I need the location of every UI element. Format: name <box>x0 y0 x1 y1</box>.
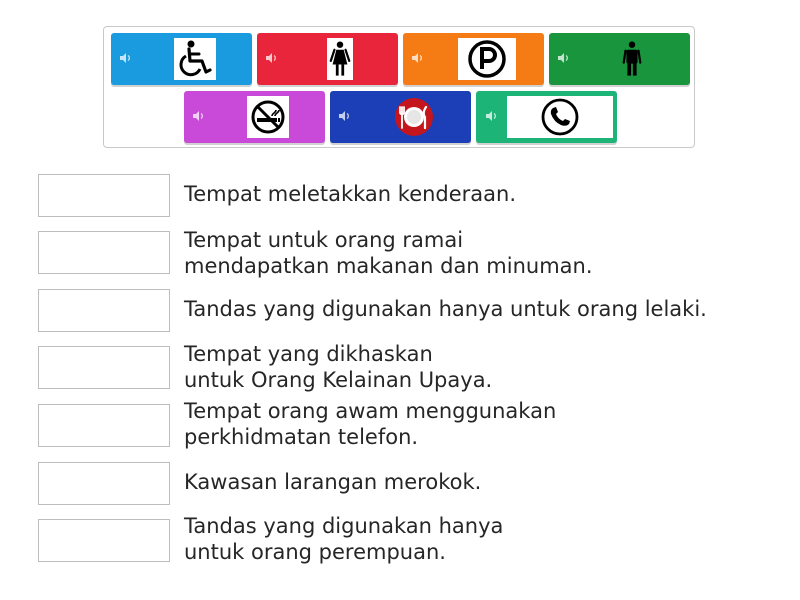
speaker-icon[interactable] <box>191 109 205 123</box>
drop-slot-6[interactable] <box>38 462 170 505</box>
tile-parking[interactable] <box>403 33 544 85</box>
description-5: Tempat orang awam menggunakan perkhidmatan telefon. <box>184 399 557 449</box>
tile-telephone[interactable] <box>476 91 617 143</box>
drop-slot-4[interactable] <box>38 346 170 389</box>
speaker-icon[interactable] <box>484 109 498 123</box>
description-3: Tandas yang digunakan hanya untuk orang lelaki. <box>184 297 707 321</box>
description-4: Tempat yang dikhaskan untuk Orang Kelainan Upaya. <box>184 342 493 392</box>
description-1: Tempat meletakkan kenderaan. <box>184 182 517 206</box>
description-6: Kawasan larangan merokok. <box>184 470 482 494</box>
parking-icon <box>458 38 516 80</box>
drop-slot-3[interactable] <box>38 289 170 332</box>
description-7: Tandas yang digunakan hanya untuk orang perempuan. <box>184 514 504 564</box>
no-smoking-icon <box>247 96 289 138</box>
drop-slot-2[interactable] <box>38 231 170 274</box>
drop-slot-5[interactable] <box>38 404 170 447</box>
drop-slot-7[interactable] <box>38 519 170 562</box>
speaker-icon[interactable] <box>264 51 278 65</box>
tile-no-smoking[interactable] <box>184 91 325 143</box>
man-icon <box>619 38 645 80</box>
tile-man[interactable] <box>549 33 690 85</box>
tile-restaurant[interactable] <box>330 91 471 143</box>
answer-tray <box>103 26 695 148</box>
speaker-icon[interactable] <box>118 51 132 65</box>
speaker-icon[interactable] <box>410 51 424 65</box>
speaker-icon[interactable] <box>337 109 351 123</box>
restaurant-icon <box>393 96 435 138</box>
drop-slot-1[interactable] <box>38 174 170 217</box>
wheelchair-icon <box>174 38 216 80</box>
woman-icon <box>327 38 353 80</box>
tile-woman[interactable] <box>257 33 398 85</box>
tile-wheelchair[interactable] <box>111 33 252 85</box>
speaker-icon[interactable] <box>556 51 570 65</box>
telephone-icon <box>507 96 613 138</box>
description-2: Tempat untuk orang ramai mendapatkan makanan dan minuman. <box>184 228 593 278</box>
